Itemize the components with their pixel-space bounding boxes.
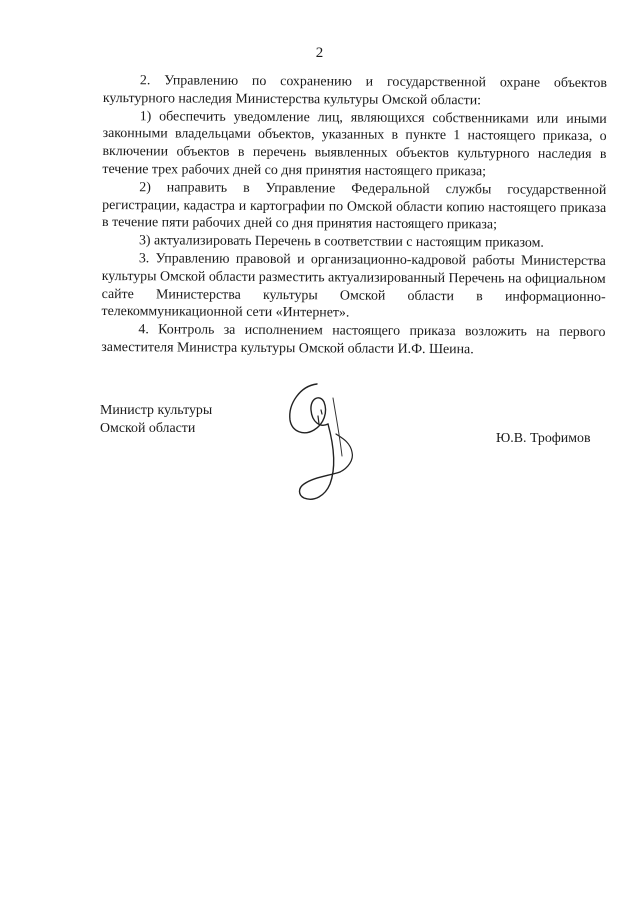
paragraph-subitem-3: 3) актуализировать Перечень в соответствии с настоящим приказом. <box>138 233 544 251</box>
signer-name: Ю.В. Трофимов <box>496 431 591 446</box>
paragraph-subitem-2: 2) направить в Управление Федеральной службы государственной регистрации, кадастра и картографии по Омской области копию настоящего приказа в течение пяти рабочих дней со дня принятия настоящего приказа; <box>102 180 607 233</box>
document-body <box>101 72 607 360</box>
paragraph-item-2: 2. Управлению по сохранению и государственной охране объектов культурного наследия Министерства культуры Омской области: <box>102 73 607 109</box>
page-number: 2 <box>315 45 324 61</box>
paragraph-subitem-1: 1) обеспечить уведомление лиц, являющихся собственниками или иными законными владельцами объектов, указанных в пункте 1 настоящего приказа, о включении объектов в перечень выявленных объектов культурного наследия в течение трех рабочих дней со дня принятия настоящего приказа; <box>102 108 607 180</box>
signer-position-line-1: Министр культуры <box>100 403 213 418</box>
handwritten-signature <box>270 376 380 508</box>
paragraph-item-3: 3. Управлению правовой и организационно-кадровой работы Министерства культуры Омской области разместить актуализированный Перечень на официальном сайте Министерства культуры Омской области в информационно-телекоммуникационной сети «Интернет». <box>101 251 606 321</box>
signer-position-line-2: Омской области <box>100 421 196 436</box>
signer-position <box>100 402 212 438</box>
paragraph-item-4: 4. Контроль за исполнением настоящего приказа возложить на первого заместителя Министра культуры Омской области И.Ф. Шеина. <box>101 322 606 358</box>
